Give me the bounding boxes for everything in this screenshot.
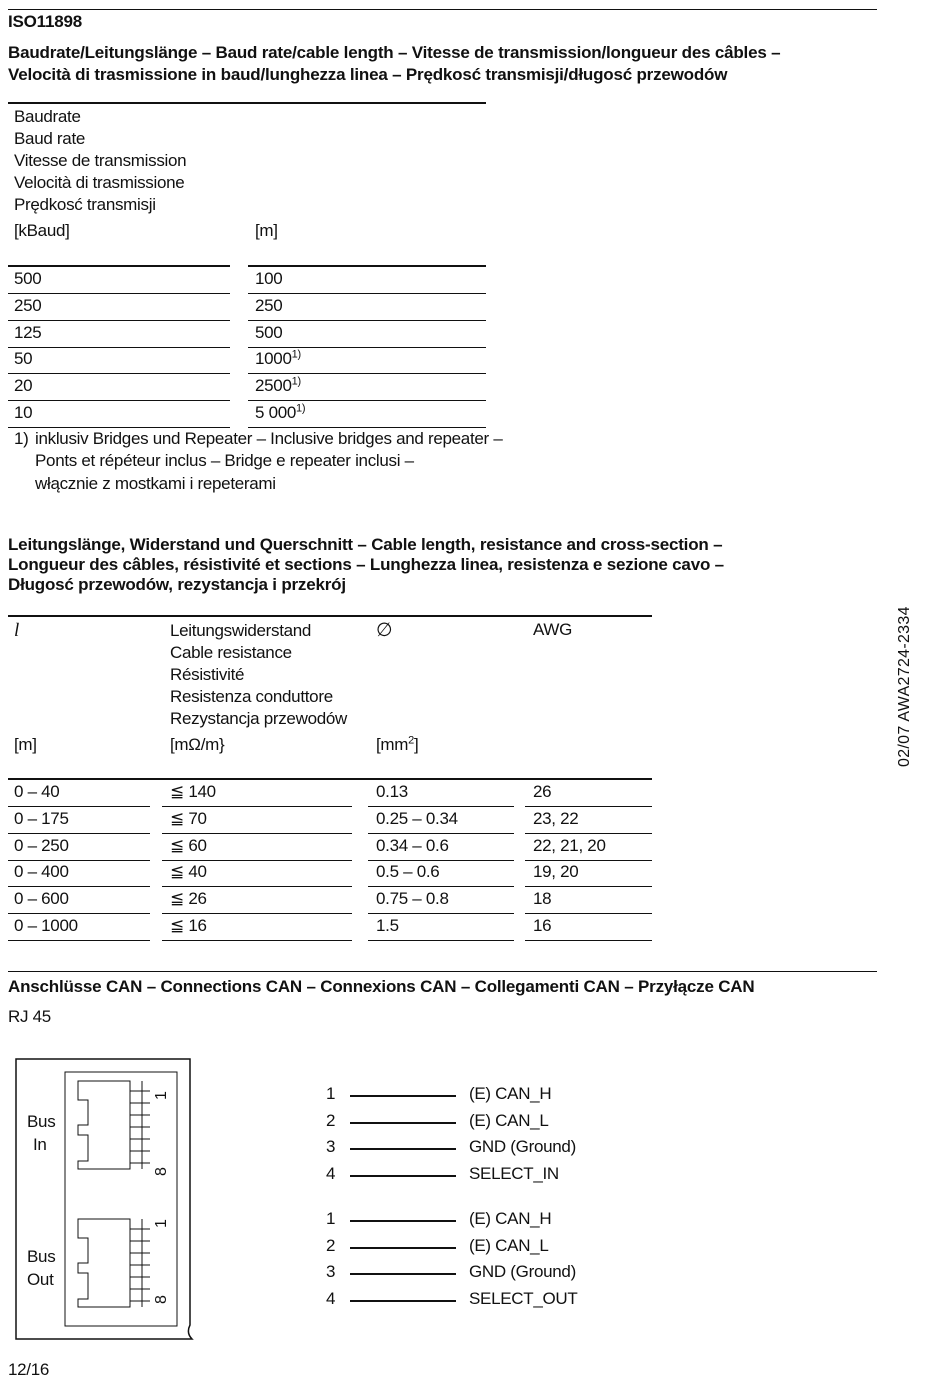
table1-label: Vitesse de transmission xyxy=(14,151,187,170)
length-number: 5 000 xyxy=(255,403,297,422)
row-rule xyxy=(8,913,150,914)
table2-length-symbol: l xyxy=(14,620,19,641)
table1-header-rule-b xyxy=(248,265,486,267)
footnote-line: Ponts et répéteur inclus – Bridge e repeater inclusi – xyxy=(35,451,414,470)
table2-unit-mm2 xyxy=(376,735,418,755)
footnote-ref: 1) xyxy=(291,348,301,361)
baud-value: 50 xyxy=(14,349,33,369)
bus-in-label: In xyxy=(33,1135,47,1154)
row-rule xyxy=(8,860,150,861)
pin-wire xyxy=(350,1148,456,1150)
pin-wire xyxy=(350,1300,456,1302)
table2-label: Cable resistance xyxy=(170,643,292,662)
length-range: 0 – 1000 xyxy=(14,916,78,935)
pin-number: 3 xyxy=(326,1262,336,1281)
row-rule xyxy=(368,833,514,834)
section1-heading-line2: Velocità di trasmissione in baud/lunghezza linea – Prędkosć transmisji/długosć przewodów xyxy=(8,65,728,84)
row-rule xyxy=(368,860,514,861)
cross-section-value: 0.5 – 0.6 xyxy=(376,862,440,882)
length-number: 2500 xyxy=(255,376,292,396)
length-value xyxy=(255,296,282,316)
pin-number: 1 xyxy=(326,1084,336,1103)
awg-value: 16 xyxy=(533,916,552,935)
pin1-label-in: 1 xyxy=(153,1090,170,1100)
row-rule xyxy=(248,347,486,348)
table1-label: Baud rate xyxy=(14,129,86,148)
row-rule xyxy=(8,293,230,294)
row-rule xyxy=(162,860,352,861)
section3-top-rule xyxy=(8,971,877,972)
length-value xyxy=(255,349,301,369)
pin-number: 4 xyxy=(326,1163,336,1183)
row-rule xyxy=(368,940,514,941)
table1-label: Baudrate xyxy=(14,107,81,126)
table2-diameter-symbol: ∅ xyxy=(376,620,393,641)
resistance-value: ≦ 16 xyxy=(170,916,207,935)
cross-section-value: 1.5 xyxy=(376,916,399,935)
pin-wire xyxy=(350,1247,456,1249)
row-rule xyxy=(8,806,150,807)
resistance-value: ≦ 40 xyxy=(170,862,207,882)
length-value xyxy=(255,269,282,289)
pin1-label-out: 1 xyxy=(153,1218,170,1228)
row-rule xyxy=(248,400,486,401)
length-number: 1000 xyxy=(255,349,292,369)
pin-signal: (E) CAN_H xyxy=(469,1084,552,1103)
unit-end: ] xyxy=(413,735,419,754)
row-rule xyxy=(525,806,652,807)
pin8-label-in: 8 xyxy=(153,1166,170,1176)
top-rule xyxy=(8,9,877,10)
row-rule xyxy=(525,886,652,887)
pin-wire xyxy=(350,1273,456,1275)
section3-heading: Anschlüsse CAN – Connections CAN – Connexions CAN – Collegamenti CAN – Przyłącze CAN xyxy=(8,977,755,996)
table1-top-rule xyxy=(8,102,486,104)
row-rule xyxy=(162,833,352,834)
pin-number: 2 xyxy=(326,1110,336,1130)
footnote-line: włącznie z mostkami i repeterami xyxy=(35,474,276,493)
footnote-ref: 1) xyxy=(291,375,301,388)
table2-unit-m: [m] xyxy=(14,735,37,754)
length-number: 100 xyxy=(255,269,283,288)
table1-header-rule-a xyxy=(8,265,230,267)
pin-signal: GND (Ground) xyxy=(469,1137,576,1156)
baud-value: 250 xyxy=(14,295,42,315)
row-rule xyxy=(248,293,486,294)
length-number: 500 xyxy=(255,322,283,342)
pin-signal: (E) CAN_L xyxy=(469,1110,549,1130)
pin-signal: (E) CAN_L xyxy=(469,1235,549,1255)
length-range: 0 – 250 xyxy=(14,835,69,855)
table1-unit-m: [m] xyxy=(255,221,278,240)
resistance-value: ≦ 140 xyxy=(170,782,216,801)
row-rule xyxy=(8,886,150,887)
footnote-line: inklusiv Bridges und Repeater – Inclusive bridges and repeater – xyxy=(35,429,503,448)
length-value xyxy=(255,403,305,423)
awg-value: 22, 21, 20 xyxy=(533,835,606,855)
pin-signal: SELECT_OUT xyxy=(469,1288,578,1308)
table2-resistance-labels xyxy=(170,620,347,730)
table1-col1-labels xyxy=(14,106,186,216)
pin-signal: SELECT_IN xyxy=(469,1163,559,1183)
page-title: ISO11898 xyxy=(8,12,83,31)
table2-label: Leitungswiderstand xyxy=(170,621,312,640)
awg-value: 18 xyxy=(533,889,552,909)
baud-value: 500 xyxy=(14,269,42,288)
baud-value: 125 xyxy=(14,322,42,342)
row-rule xyxy=(8,373,230,374)
baud-value: 20 xyxy=(14,376,33,396)
section2-heading-line3: Długosć przewodów, rezystancja i przekrój xyxy=(8,575,346,594)
row-rule xyxy=(248,373,486,374)
pin8-label-out: 8 xyxy=(153,1294,170,1304)
bus-out-label: Bus xyxy=(27,1247,56,1266)
row-rule xyxy=(368,886,514,887)
resistance-value: ≦ 70 xyxy=(170,808,207,828)
table1-label: Velocità di trasmissione xyxy=(14,173,185,192)
section2-heading-line2: Longueur des câbles, résistivité et sections – Lunghezza linea, resistenza e sezione cavo – xyxy=(8,555,724,574)
table2-header-rule xyxy=(8,778,652,780)
table2-label: Resistenza conduttore xyxy=(170,687,333,706)
pin-number: 1 xyxy=(326,1209,336,1228)
pin-number: 2 xyxy=(326,1235,336,1255)
row-rule xyxy=(8,427,230,428)
table2-label: Rezystancja przewodów xyxy=(170,709,348,728)
section1-heading-line1: Baudrate/Leitungslänge – Baud rate/cable length – Vitesse de transmission/longueur des câbles – xyxy=(8,43,781,62)
row-rule xyxy=(8,320,230,321)
row-rule xyxy=(8,940,150,941)
row-rule xyxy=(162,913,352,914)
awg-value: 26 xyxy=(533,782,552,801)
pin-signal: (E) CAN_H xyxy=(469,1209,552,1228)
table2-label: Résistivité xyxy=(170,665,245,684)
pin-wire xyxy=(350,1095,456,1097)
awg-value: 19, 20 xyxy=(533,862,579,882)
pin-wire xyxy=(350,1175,456,1177)
footnote-mark: 1) xyxy=(14,429,29,448)
table2-awg-header: AWG xyxy=(533,620,573,639)
table2-top-rule xyxy=(8,615,652,617)
row-rule xyxy=(368,913,514,914)
unit-sup: 2 xyxy=(408,734,414,747)
row-rule xyxy=(248,427,486,428)
unit-mm: [mm xyxy=(376,735,409,754)
row-rule xyxy=(525,913,652,914)
table2-unit-mohm: [mΩ/m} xyxy=(170,735,225,754)
resistance-value: ≦ 26 xyxy=(170,889,207,909)
length-range: 0 – 40 xyxy=(14,782,60,801)
pin-number: 3 xyxy=(326,1137,336,1156)
row-rule xyxy=(525,940,652,941)
row-rule xyxy=(8,347,230,348)
bus-in-label: Bus xyxy=(27,1112,56,1131)
bus-out-label: Out xyxy=(27,1270,54,1289)
row-rule xyxy=(368,806,514,807)
row-rule xyxy=(8,833,150,834)
pin-wire xyxy=(350,1220,456,1222)
footnote-ref: 1) xyxy=(296,402,306,415)
row-rule xyxy=(525,860,652,861)
baud-value: 10 xyxy=(14,403,33,422)
cross-section-value: 0.25 – 0.34 xyxy=(376,808,458,828)
length-value xyxy=(255,323,282,343)
table1-label: Prędkosć transmisji xyxy=(14,195,156,214)
pin-number: 4 xyxy=(326,1288,336,1308)
document-code: 02/07 AWA2724-2334 xyxy=(896,606,913,767)
resistance-value: ≦ 60 xyxy=(170,835,207,855)
cross-section-value: 0.75 – 0.8 xyxy=(376,889,449,909)
pin-wire xyxy=(350,1122,456,1124)
page-number: 12/16 xyxy=(8,1360,50,1379)
pin-signal: GND (Ground) xyxy=(469,1262,576,1281)
row-rule xyxy=(162,806,352,807)
length-number: 250 xyxy=(255,295,283,315)
row-rule xyxy=(162,886,352,887)
row-rule xyxy=(525,833,652,834)
length-range: 0 – 400 xyxy=(14,862,69,882)
table1-unit-baud: [kBaud] xyxy=(14,221,70,240)
length-value xyxy=(255,376,301,396)
row-rule xyxy=(162,940,352,941)
section3-subheading: RJ 45 xyxy=(8,1007,51,1026)
length-range: 0 – 175 xyxy=(14,808,69,828)
awg-value: 23, 22 xyxy=(533,808,579,828)
rj45-diagram xyxy=(10,1055,200,1345)
cross-section-value: 0.13 xyxy=(376,782,408,801)
row-rule xyxy=(8,400,230,401)
row-rule xyxy=(248,320,486,321)
cross-section-value: 0.34 – 0.6 xyxy=(376,835,449,855)
length-range: 0 – 600 xyxy=(14,889,69,909)
section2-heading-line1: Leitungslänge, Widerstand und Querschnitt – Cable length, resistance and cross-section – xyxy=(8,535,723,554)
